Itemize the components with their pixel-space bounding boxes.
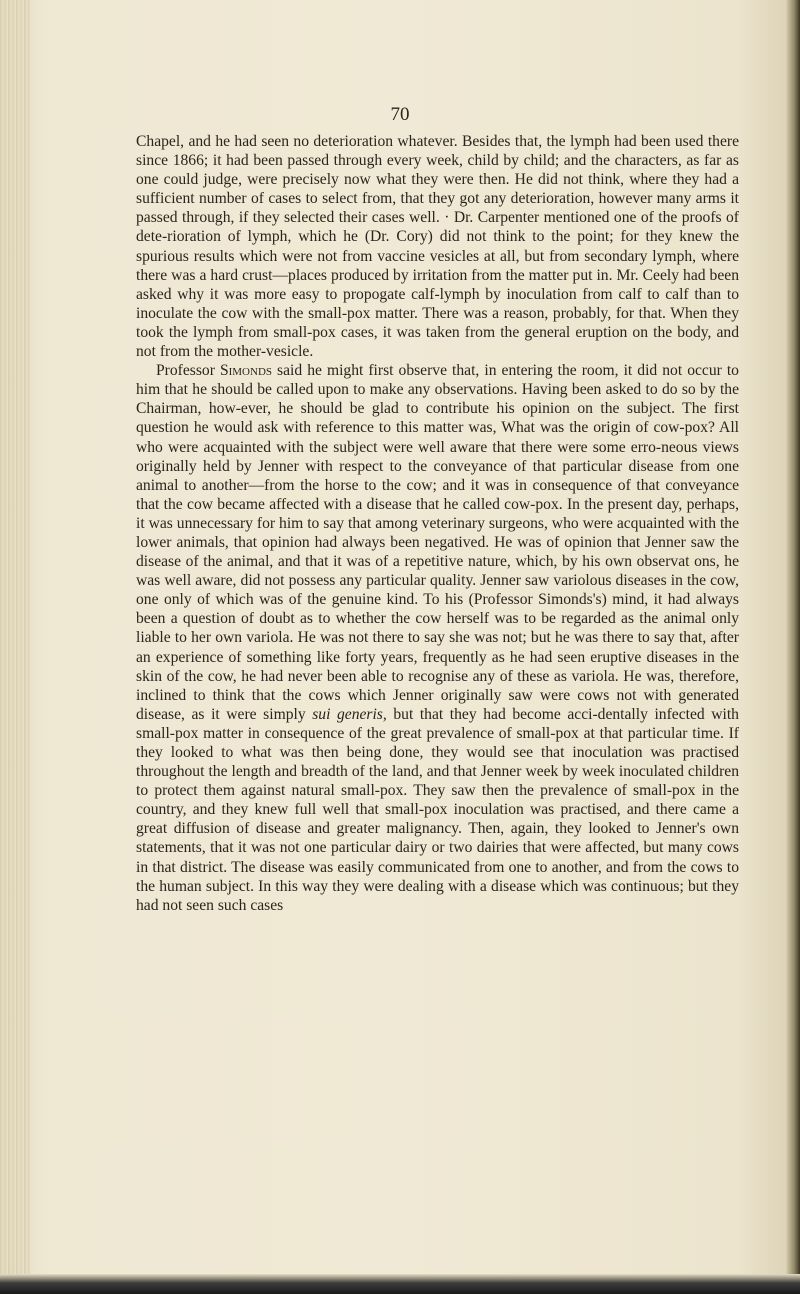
italic-phrase: sui generis, [312, 705, 387, 723]
page-binding-edge [0, 0, 30, 1294]
body-text [136, 132, 739, 915]
paragraph-cory: Chapel, and he had seen no deterioration whatever. Besides that, the lymph had been used there since 1866; it had been passed through every week, child by child; and the characters, as far as one could judge, were precisely now what they were then. He did not think, where they had a sufficient number of cases to select from, that they got any deterioration, however many arms it passed through, if they selected their cases well. · Dr. Carpenter mentioned one of the proofs of dete-rioration of lymph, which he (Dr. Cory) did not think to the point; for they knew the spurious results which were not from vaccine vesicles at all, but from secondary lymph, where there was a hard crust—places produced by irritation from the matter put in. Mr. Ceely had been asked why it was more easy to propogate calf-lymph by inoculation from calf to calf than to inoculate the cow with the small-pox matter. There was a reason, probably, for that. When they took the lymph from small-pox cases, it was taken from the general eruption on the body, and not from the mother-vesicle. [136, 133, 739, 361]
speaker-name: Simonds [219, 362, 273, 380]
paragraph-simonds-end: but that they had become acci-dentally infected with small-pox matter in consequence of the great prevalence of small-pox at that particular time. If they looked to what was then being done, they would see that inoculation was practised throughout the length and breadth of the land, and that Jenner week by week inoculated children to protect them against natural small-pox. They saw then the prevalence of small-pox in the country, and they knew full well that small-pox inoculation was practised, and there came a great diffusion of disease and greater malignancy. Then, again, they looked to Jenner's own statements, that it was not one particular dairy or two dairies that were affected, but many cows in that district. The disease was easily communicated from one to another, and from the cows to the human subject. In this way they were dealing with a disease which was continuous; but they had not seen such cases [136, 705, 739, 914]
page-bottom-shadow [0, 1274, 800, 1294]
page-right-shadow [786, 0, 800, 1294]
paragraph-simonds [136, 361, 739, 915]
paragraph-simonds-body: said he might first observe that, in entering the room, it did not occur to him that he should be called upon to make any observations. Having been asked to do so by the Chairman, how-ever, he should be glad to contribute his opinion on the subject. The first question he would ask with reference to this matter was, What was the origin of cow-pox? All who were acquainted with the subject were well aware that there were some erro-neous views originally held by Jenner with respect to the conveyance of that particular disease from one animal to another—from the horse to the cow; and it was in consequence of that conveyance that the cow became affected with a disease that he called cow-pox. In the present day, perhaps, it was unnecessary for him to say that among veterinary surgeons, who were acquainted with the lower animals, that opinion had always been negatived. He was of opinion that Jenner saw the disease of the animal, and that it was of a repetitive nature, which, by his own observat ons, he was well aware, did not possess any particular quality. Jenner saw variolous diseases in the cow, one only of which was of the genuine kind. To his (Professor Simonds's) mind, it had always been a question of doubt as to whether the cow herself was to be regarded as the animal only liable to her own variola. He was not there to say she was not; but he was there to say that, after an experience of something like forty years, frequently as he had seen eruptive diseases in the skin of the cow, he had never been able to recognise any of these as variola. He was, therefore, inclined to think that the cows which Jenner originally saw were cows not with generated disease, as it were simply [136, 362, 739, 723]
page-number: 70 [390, 104, 410, 125]
speaker-prefix: Professor [156, 362, 220, 380]
